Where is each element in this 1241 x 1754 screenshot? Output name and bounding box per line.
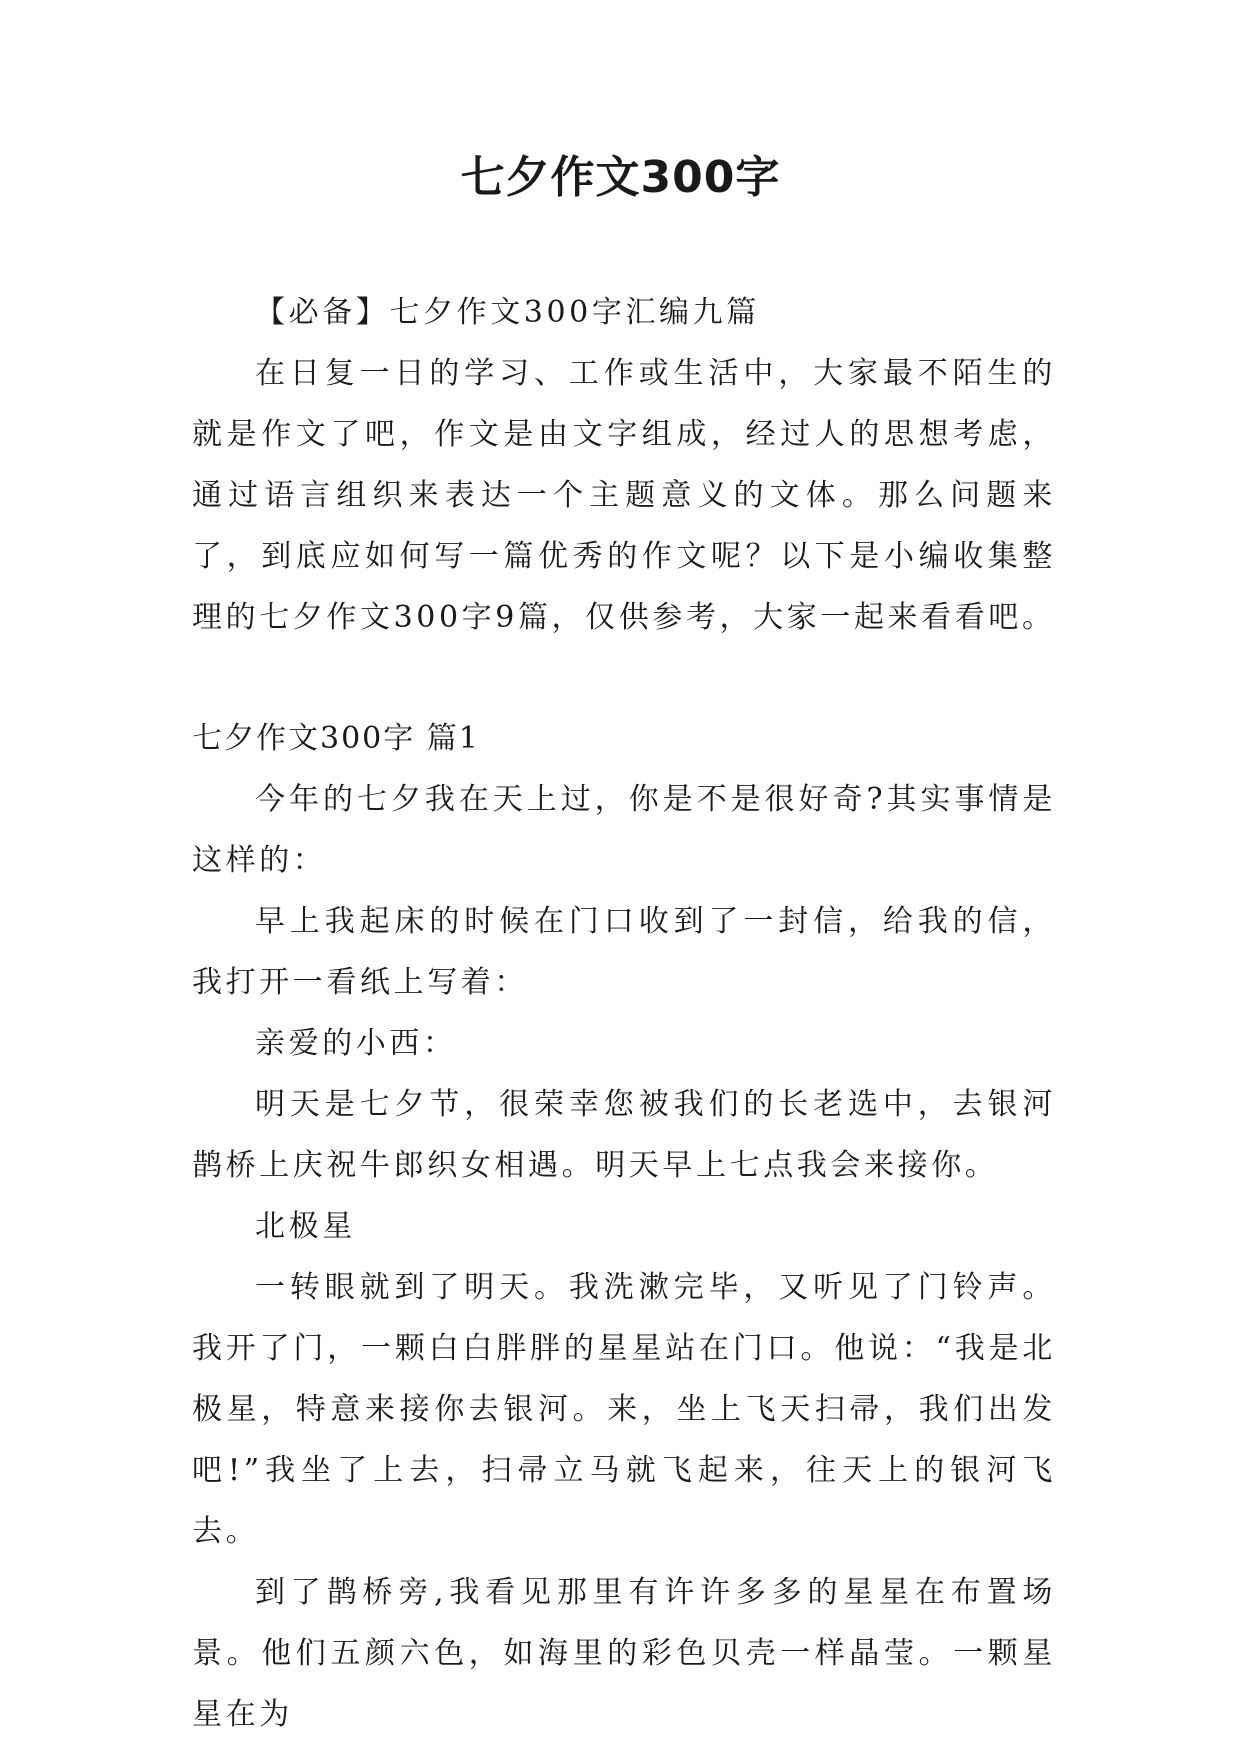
paragraph: 早上我起床的时候在门口收到了一封信，给我的信，我打开一看纸上写着： <box>192 904 1056 1000</box>
paragraph: 今年的七夕我在天上过，你是不是很好奇?其实事情是这样的： <box>192 782 1056 878</box>
paragraph: 一转眼就到了明天。我洗漱完毕，又听见了门铃声。我开了门，一颗白白胖胖的星星站在门口。他说：“我是北极星，特意来接你去银河。来，坐上飞天扫帚，我们出发吧!”我坐了上去，扫帚立马就飞起来，往天上的银河飞去。 <box>192 1270 1056 1549</box>
salutation: 亲爱的小西： <box>255 1026 457 1061</box>
signature: 北极星 <box>255 1209 356 1244</box>
paragraph: 明天是七夕节，很荣幸您被我们的长老选中，去银河鹊桥上庆祝牛郎织女相遇。明天早上七点我会来接你。 <box>192 1087 1056 1183</box>
document-body <box>192 282 1056 1745</box>
section-gap <box>192 648 1056 708</box>
document-title: 七夕作文300字 <box>460 152 781 203</box>
paragraph: 到了鹊桥旁,我看见那里有许许多多的星星在布置场景。他们五颜六色，如海里的彩色贝壳一样晶莹。一颗星星在为 <box>192 1575 1056 1732</box>
section-heading: 七夕作文300字 篇1 <box>192 721 480 756</box>
intro-paragraph: 在日复一日的学习、工作或生活中，大家最不陌生的就是作文了吧，作文是由文字组成，经过人的思想考虑，通过语言组织来表达一个主题意义的文体。那么问题来了，到底应如何写一篇优秀的作文呢？以下是小编收集整理的七夕作文300字9篇，仅供参考，大家一起来看看吧。 <box>192 356 1056 635</box>
intro-heading: 【必备】七夕作文300字汇编九篇 <box>255 295 760 330</box>
